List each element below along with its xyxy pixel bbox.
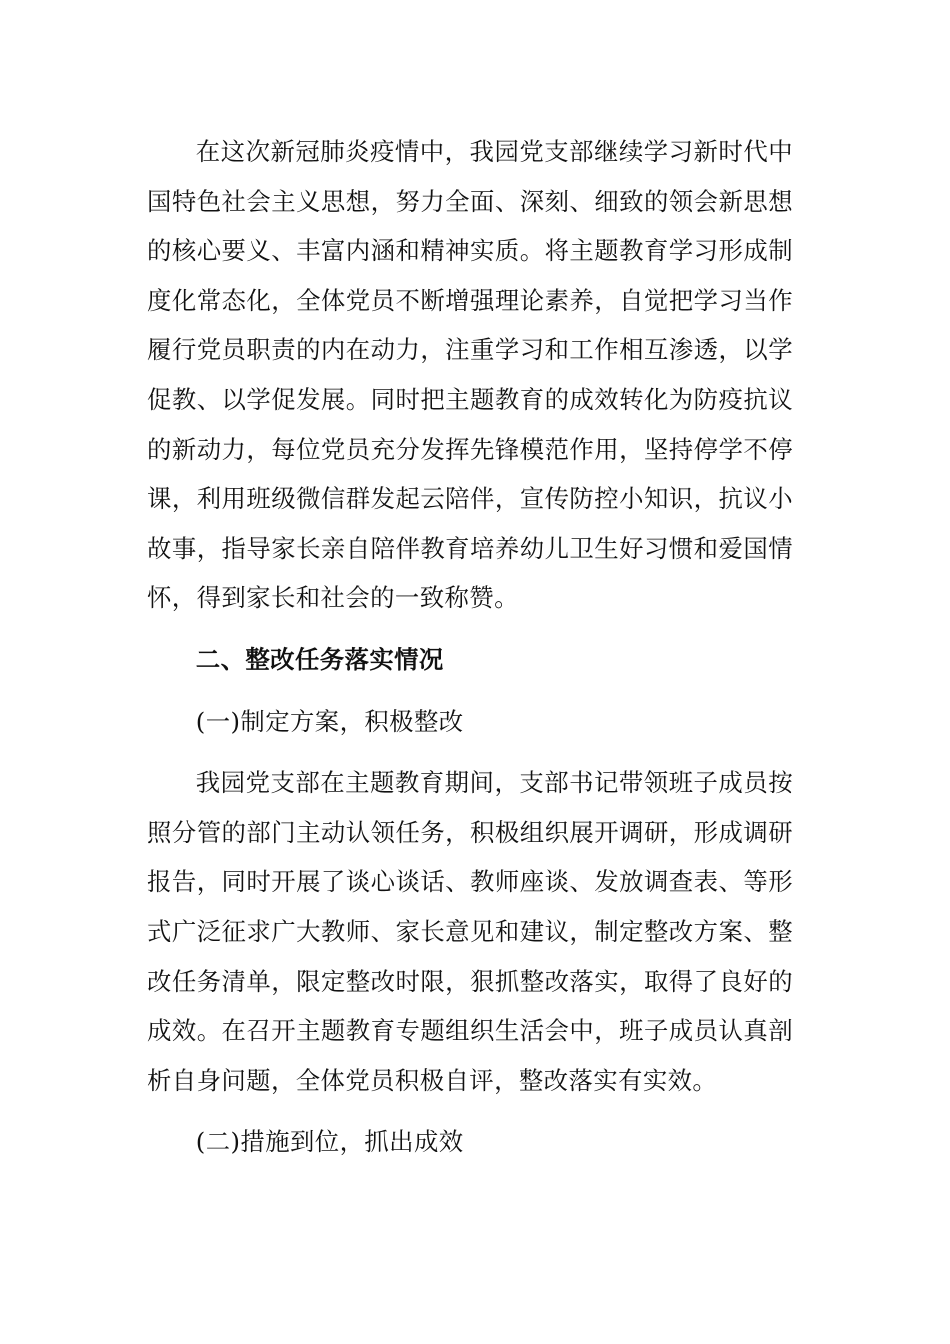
- body-paragraph-1: 在这次新冠肺炎疫情中，我园党支部继续学习新时代中国特色社会主义思想，努力全面、深刻、细致的领会新思想的核心要义、丰富内涵和精神实质。将主题教育学习形成制度化常态化，全体党员不断增强理论素养，自觉把学习当作履行党员职责的内在动力，注重学习和工作相互渗透，以学促教、以学促发展。同时把主题教育的成效转化为防疫抗议的新动力，每位党员充分发挥先锋模范作用，坚持停学不停课，利用班级微信群发起云陪伴，宣传防控小知识，抗议小故事，指导家长亲自陪伴教育培养幼儿卫生好习惯和爱国情怀，得到家长和社会的一致称赞。: [147, 137, 793, 613]
- section-heading: 二、整改任务落实情况: [195, 644, 444, 674]
- subheading-2: (二)措施到位，抓出成效: [195, 1127, 464, 1157]
- document-body: [147, 127, 793, 1167]
- subheading-1: (一)制定方案，积极整改: [195, 706, 464, 736]
- body-paragraph-2: 我园党支部在主题教育期间，支部书记带领班子成员按照分管的部门主动认领任务，积极组织展开调研，形成调研报告，同时开展了谈心谈话、教师座谈、发放调查表、等形式广泛征求广大教师、家长意见和建议，制定整改方案、整改任务清单，限定整改时限，狠抓整改落实，取得了良好的成效。在召开主题教育专题组织生活会中，班子成员认真剖析自身问题，全体党员积极自评，整改落实有实效。: [147, 768, 793, 1095]
